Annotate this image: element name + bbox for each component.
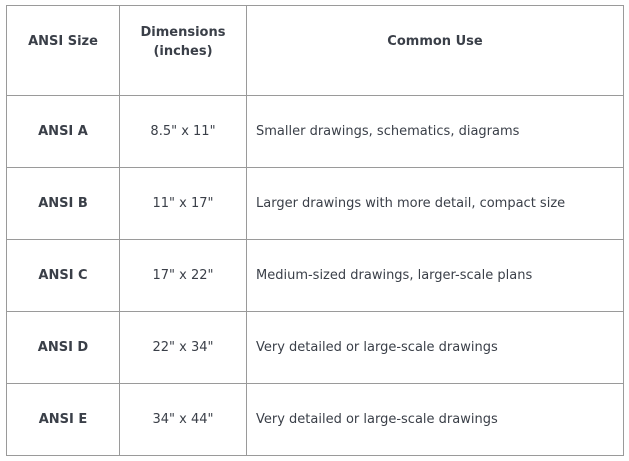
header-common-use-label: Common Use <box>387 34 483 49</box>
dimensions-cell: 17" x 22" <box>120 240 247 312</box>
header-dimensions <box>120 6 247 96</box>
dimensions-cell: 8.5" x 11" <box>120 96 247 168</box>
ansi-paper-sizes-table <box>6 5 624 456</box>
common-use-cell: Larger drawings with more detail, compact size <box>247 168 624 240</box>
table-row <box>7 240 624 312</box>
dimensions-cell: 11" x 17" <box>120 168 247 240</box>
table-row <box>7 384 624 456</box>
ansi-size-cell: ANSI A <box>7 96 120 168</box>
table-row <box>7 168 624 240</box>
ansi-size-cell: ANSI C <box>7 240 120 312</box>
dimensions-cell: 22" x 34" <box>120 312 247 384</box>
common-use-cell: Smaller drawings, schematics, diagrams <box>247 96 624 168</box>
dimensions-cell: 34" x 44" <box>120 384 247 456</box>
header-dimensions-label: Dimensions <box>140 24 226 40</box>
common-use-cell: Medium-sized drawings, larger-scale plans <box>247 240 624 312</box>
header-row <box>7 6 624 96</box>
table-row <box>7 312 624 384</box>
common-use-cell: Very detailed or large-scale drawings <box>247 384 624 456</box>
ansi-size-cell: ANSI B <box>7 168 120 240</box>
header-ansi-size <box>7 6 120 96</box>
header-common-use <box>247 6 624 96</box>
common-use-cell: Very detailed or large-scale drawings <box>247 312 624 384</box>
header-ansi-size-label: ANSI Size <box>28 34 98 49</box>
table-row <box>7 96 624 168</box>
ansi-size-cell: ANSI E <box>7 384 120 456</box>
header-dimensions-unit: (inches) <box>153 43 213 59</box>
ansi-size-cell: ANSI D <box>7 312 120 384</box>
